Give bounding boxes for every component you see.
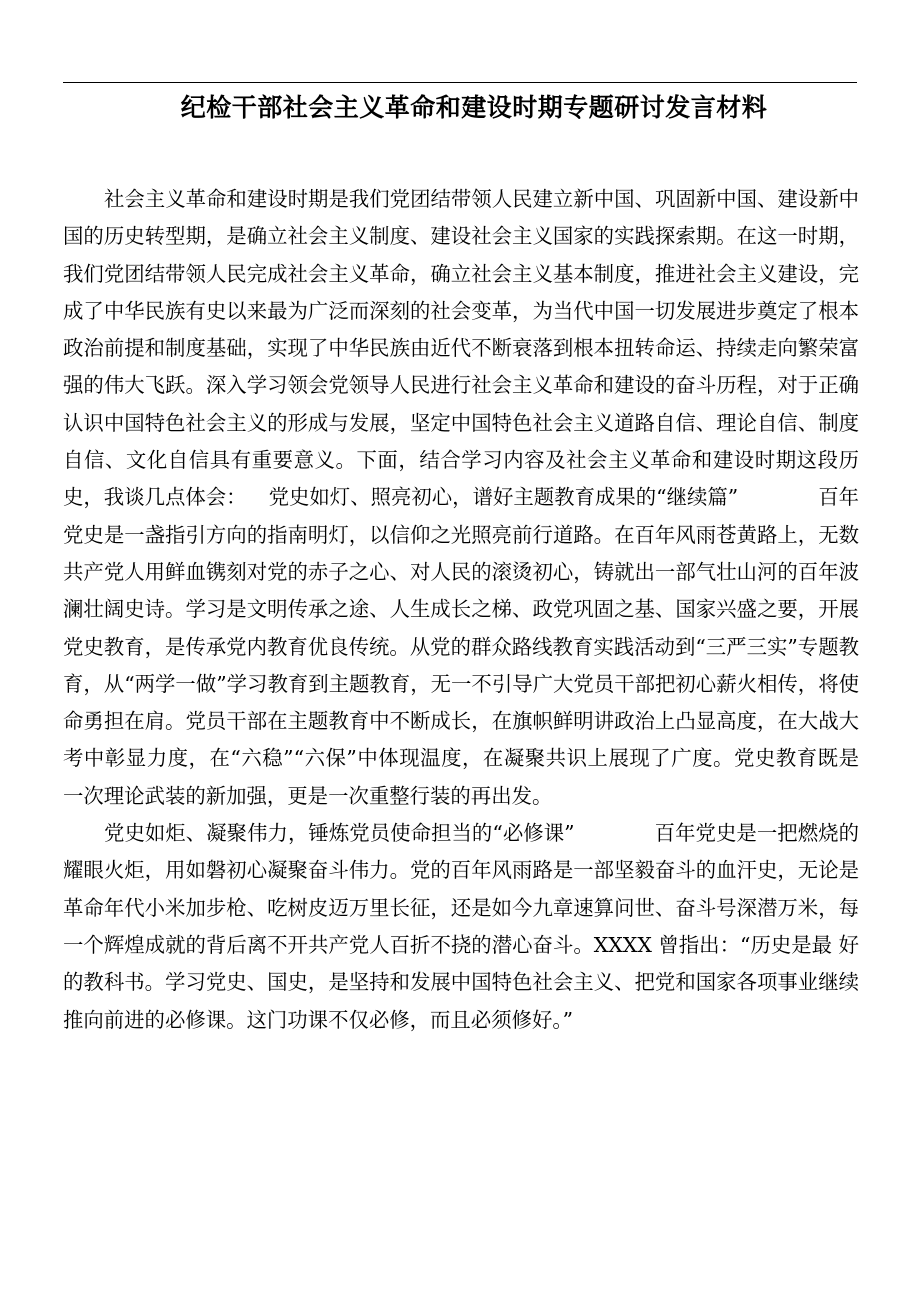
section-body: 百年党史是一把燃烧的耀眼火炬，用如磐初心凝聚奋斗伟力。党的百年风雨路是一部坚毅奋斗的血汗史，无论是革命年代小米加步枪、吃树皮迈万里长征，还是如今九章速算问世、奋斗号深潜万米，每一个辉煌成就的背后离不开共产党人百折不挠的潜心奋斗。XXXX 曾指出：“历史是最 好的教科书。学习党史、国史，是坚持和发展中国特色社会主义、把党和国家各项事业继续推向前进的必修课。这门功课不仅必修，而且必须修好。”: [63, 821, 859, 1032]
section-heading: 党史如炬、凝聚伟力，锤炼党员使命担当的“必修课”: [104, 821, 575, 846]
section-body: 百年党史是一盏指引方向的指南明灯，以信仰之光照亮前行道路。在百年风雨苍黄路上，无数共产党人用鲜血镌刻对党的赤子之心、对人民的滚烫初心，铸就出一部气壮山河的百年波澜壮阔史诗。学习是文明传承之途、人生成长之梯、政党巩固之基、国家兴盛之要，开展党史教育，是传承党内教育优良传统。从党的群众路线教育实践活动到“三严三实”专题教育，从“两学一做”学习教育到主题教育，无一不引导广大党员干部把初心薪火相传，将使命勇担在肩。党员干部在主题教育中不断成长，在旗帜鲜明讲政治上凸显高度，在大战大考中彰显力度，在“六稳”“六保”中体现温度，在凝聚共识上展现了广度。党史教育既是一次理论武装的新加强，更是一次重整行装的再出发。: [63, 485, 860, 808]
document-body: [63, 181, 859, 1039]
document-title: 纪检干部社会主义革命和建设时期专题研讨发言材料: [180, 93, 768, 122]
paragraph: [63, 815, 859, 1039]
header-rule: [63, 82, 857, 83]
section-heading: 党史如灯、照亮初心，谱好主题教育成果的“继续篇”: [268, 485, 739, 510]
paragraph-text: 社会主义革命和建设时期是我们党团结带领人民建立新中国、巩固新中国、建设新中国的历史转型期，是确立社会主义制度、建设社会主义国家的实践探索期。在这一时期，我们党团结带领人民完成社会主义革命，确立社会主义基本制度，推进社会主义建设，完成了中华民族有史以来最为广泛而深刻的社会变革，为当代中国一切发展进步奠定了根本政治前提和制度基础，实现了中华民族由近代不断衰落到根本扭转命运、持续走向繁荣富强的伟大飞跃。深入学习领会党领导人民进行社会主义革命和建设的奋斗历程，对于正确认识中国特色社会主义的形成与发展，坚定中国特色社会主义道路自信、理论自信、制度自信、文化自信具有重要意义。下面，结合学习内容及社会主义革命和建设时期这段历史，我谈几点体会：: [63, 187, 859, 510]
paragraph: [63, 181, 859, 815]
